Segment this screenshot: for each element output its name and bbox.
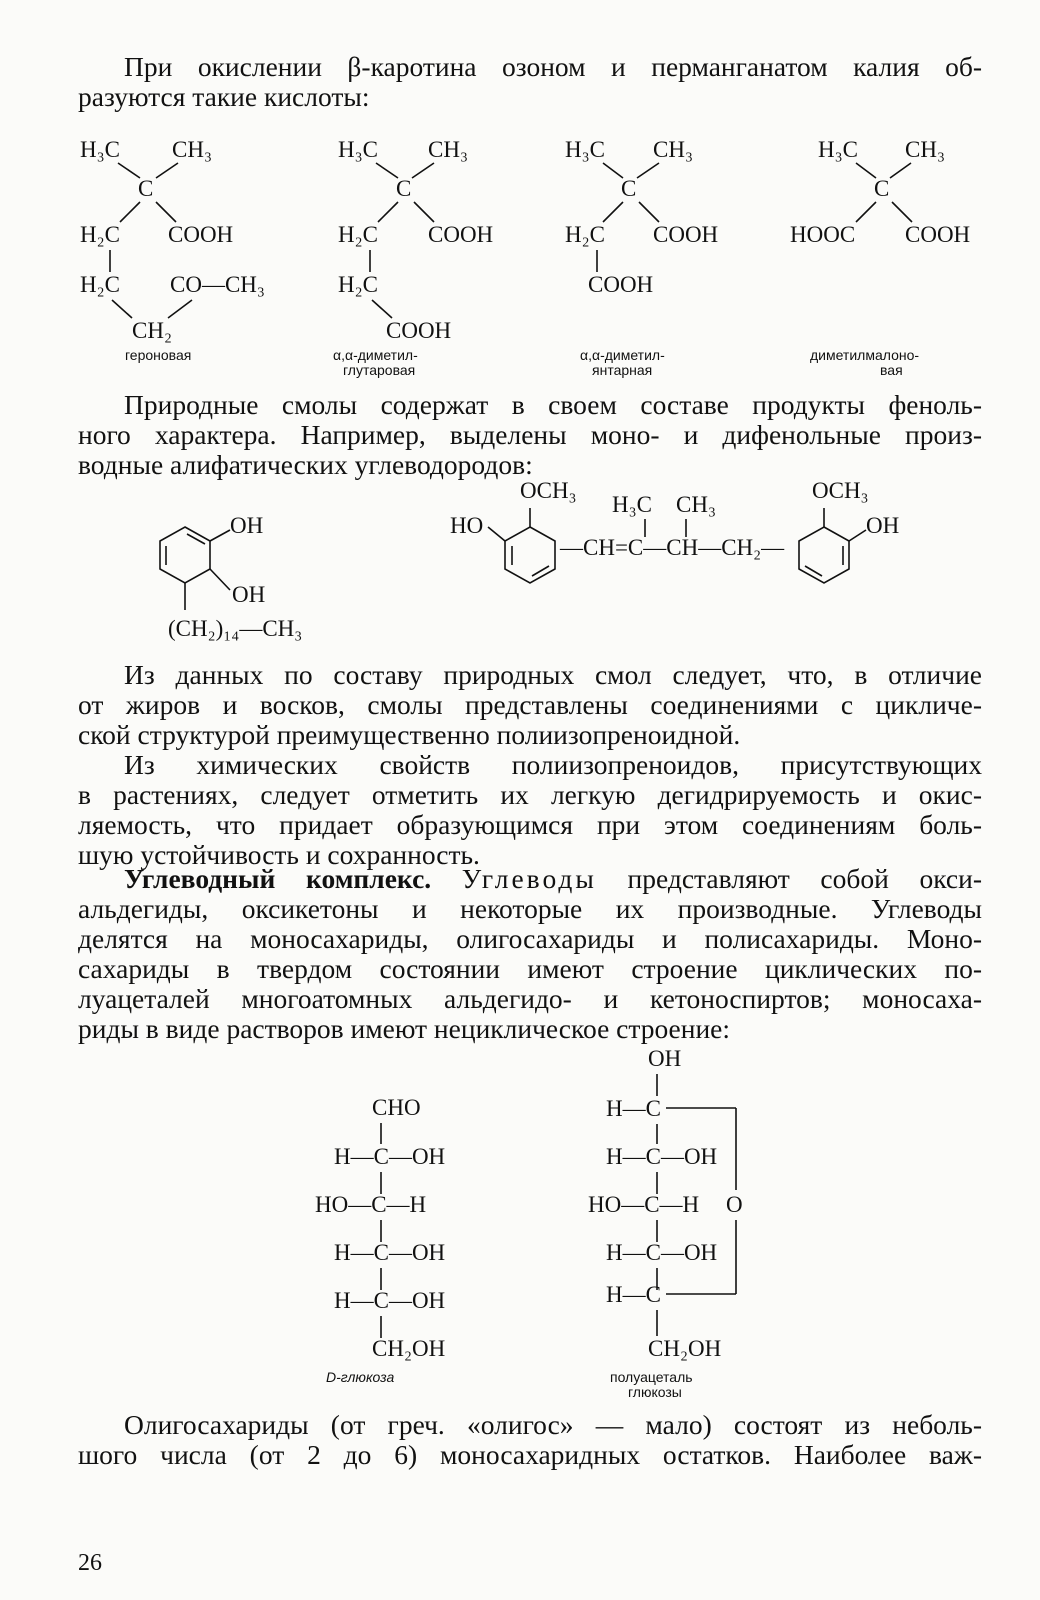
malonic-caption-2: вая — [880, 362, 903, 378]
succinic-caption-1: α,α-диметил- — [580, 347, 665, 363]
ring-oxygen-label: O — [726, 1192, 743, 1217]
c-label: C — [396, 176, 412, 201]
h3c-label: H₃C — [338, 137, 378, 162]
hemiacetal-caption-2: глюкозы — [628, 1384, 682, 1400]
intro-line-1: При окислении β-каротина озоном и перманганатом калия об- — [124, 51, 982, 82]
row-4-label: H—C—OH — [334, 1288, 446, 1313]
resins-line-3: водные алифатических углеводородов: — [78, 449, 533, 480]
oh-label: OH — [230, 513, 264, 538]
geronic-caption: героновая — [125, 347, 192, 363]
ch3-label: CH₃ — [428, 137, 468, 162]
malonic-caption-1: диметилмалоно- — [810, 347, 920, 363]
cooh-label-2: COOH — [386, 318, 452, 343]
ch3-label: CH₃ — [653, 137, 693, 162]
row-2-label: HO—C—H — [588, 1192, 700, 1217]
ch3-label: CH₃ — [676, 492, 716, 517]
h2c-label: H₂C — [338, 222, 378, 247]
carb-heading: Углеводный комплекс. — [124, 863, 432, 894]
bridge-label: —CH=C—CH—CH₂— — [560, 535, 785, 560]
och3-label: OCH₃ — [520, 478, 577, 503]
ch2-label: CH₂ — [132, 318, 172, 343]
h3c-label: H₃C — [612, 492, 652, 517]
carb-line-4: сахариды в твердом состоянии имеют строение циклических по- — [78, 953, 982, 984]
row-3-label: H—C—OH — [606, 1240, 718, 1265]
ch3-label: CH₃ — [905, 137, 945, 162]
oligo-line-1: Олигосахариды (от греч. «олигос» — мало) состоят из неболь- — [124, 1409, 982, 1440]
composition-line-2: от жиров и восков, смолы представлены соединениями с цикличе- — [78, 689, 982, 720]
h3c-label: H₃C — [818, 137, 858, 162]
ho-label: HO — [450, 513, 484, 538]
oh-label: OH — [648, 1046, 682, 1071]
cooh-label: COOH — [168, 222, 234, 247]
hemiacetal-caption-1: полуацеталь — [610, 1369, 693, 1385]
chemical-line-2: в растениях, следует отметить их легкую дегидрируемость и окис- — [78, 779, 982, 810]
cho-label: CHO — [372, 1095, 421, 1120]
resins-line-1: Природные смолы содержат в своем составе продукты феноль- — [124, 389, 982, 420]
carb-line-2: альдегиды, оксикетоны и некоторые их производные. Углеводы — [78, 893, 982, 924]
oligo-line-2: шого числа (от 2 до 6) моносахаридных остатков. Наиболее важ- — [78, 1439, 982, 1470]
och3-label-2: OCH₃ — [812, 478, 869, 503]
carb-term: Углеводы — [461, 863, 597, 894]
h-c-label: H—C — [606, 1096, 661, 1121]
row-3-label: H—C—OH — [334, 1240, 446, 1265]
alkyl-chain-label: (CH₂)₁₄—CH₃ — [168, 616, 303, 641]
hooc-label: HOOC — [790, 222, 856, 247]
ch2oh-label: CH₂OH — [372, 1336, 446, 1361]
glutaric-caption-1: α,α-диметил- — [333, 347, 418, 363]
composition-line-3: ской структурой преимущественно полиизопреноидной. — [78, 719, 741, 750]
c-label: C — [621, 176, 637, 201]
h2c-label-2: H₂C — [338, 272, 378, 297]
cooh-label: COOH — [905, 222, 971, 247]
h2c-label-2: H₂C — [80, 272, 120, 297]
h2c-label: H₂C — [565, 222, 605, 247]
ch3-label: CH₃ — [172, 137, 212, 162]
resins-line-2: ного характера. Например, выделены моно- и дифенольные произ- — [78, 419, 982, 450]
oligosaccharides-paragraph — [78, 1410, 982, 1470]
chemical-line-3: ляемость, что придает образующимся при этом соединениям боль- — [78, 809, 982, 840]
carb-line-1-rest: представляют собой окси- — [627, 863, 982, 894]
succinic-caption-2: янтарная — [592, 362, 653, 378]
row-1-label: H—C—OH — [606, 1144, 718, 1169]
coch3-label: CO—CH₃ — [170, 272, 265, 297]
cooh-label: COOH — [428, 222, 494, 247]
chemical-line-1: Из химических свойств полиизопреноидов, присутствующих — [124, 749, 982, 780]
carb-line-6: риды в виде растворов имеют нециклическое строение: — [78, 1013, 731, 1044]
h3c-label: H₃C — [565, 137, 605, 162]
d-glucose-caption: D-глюкоза — [326, 1369, 395, 1385]
d-glucose-structure — [315, 1095, 445, 1385]
oh-label-2: OH — [232, 582, 266, 607]
glutaric-caption-2: глутаровая — [343, 362, 416, 378]
carb-line-5: луацеталей многоатомных альдегидо- и кетоноспиртов; моносаха- — [78, 983, 982, 1014]
row-2-label: HO—C—H — [315, 1192, 427, 1217]
page-number: 26 — [78, 1550, 102, 1576]
row-1-label: H—C—OH — [334, 1144, 446, 1169]
c-label: C — [138, 176, 154, 201]
hemiacetal-structure — [588, 1046, 743, 1400]
cooh-label: COOH — [653, 222, 719, 247]
h3c-label: H₃C — [80, 137, 120, 162]
oh-label-3: OH — [866, 513, 900, 538]
ch2oh-label: CH₂OH — [648, 1336, 722, 1361]
cooh-label-2: COOH — [588, 272, 654, 297]
intro-line-2: разуются такие кислоты: — [78, 81, 370, 112]
chemical-line-4: шую устойчивость и сохранность. — [78, 839, 480, 870]
c-label: C — [874, 176, 890, 201]
h2c-label: H₂C — [80, 222, 120, 247]
composition-line-1: Из данных по составу природных смол следует, что, в отличие — [124, 659, 982, 690]
carb-line-3: делятся на моносахариды, олигосахариды и полисахариды. Моно- — [78, 923, 982, 954]
h-c-label-2: H—C — [606, 1282, 661, 1307]
